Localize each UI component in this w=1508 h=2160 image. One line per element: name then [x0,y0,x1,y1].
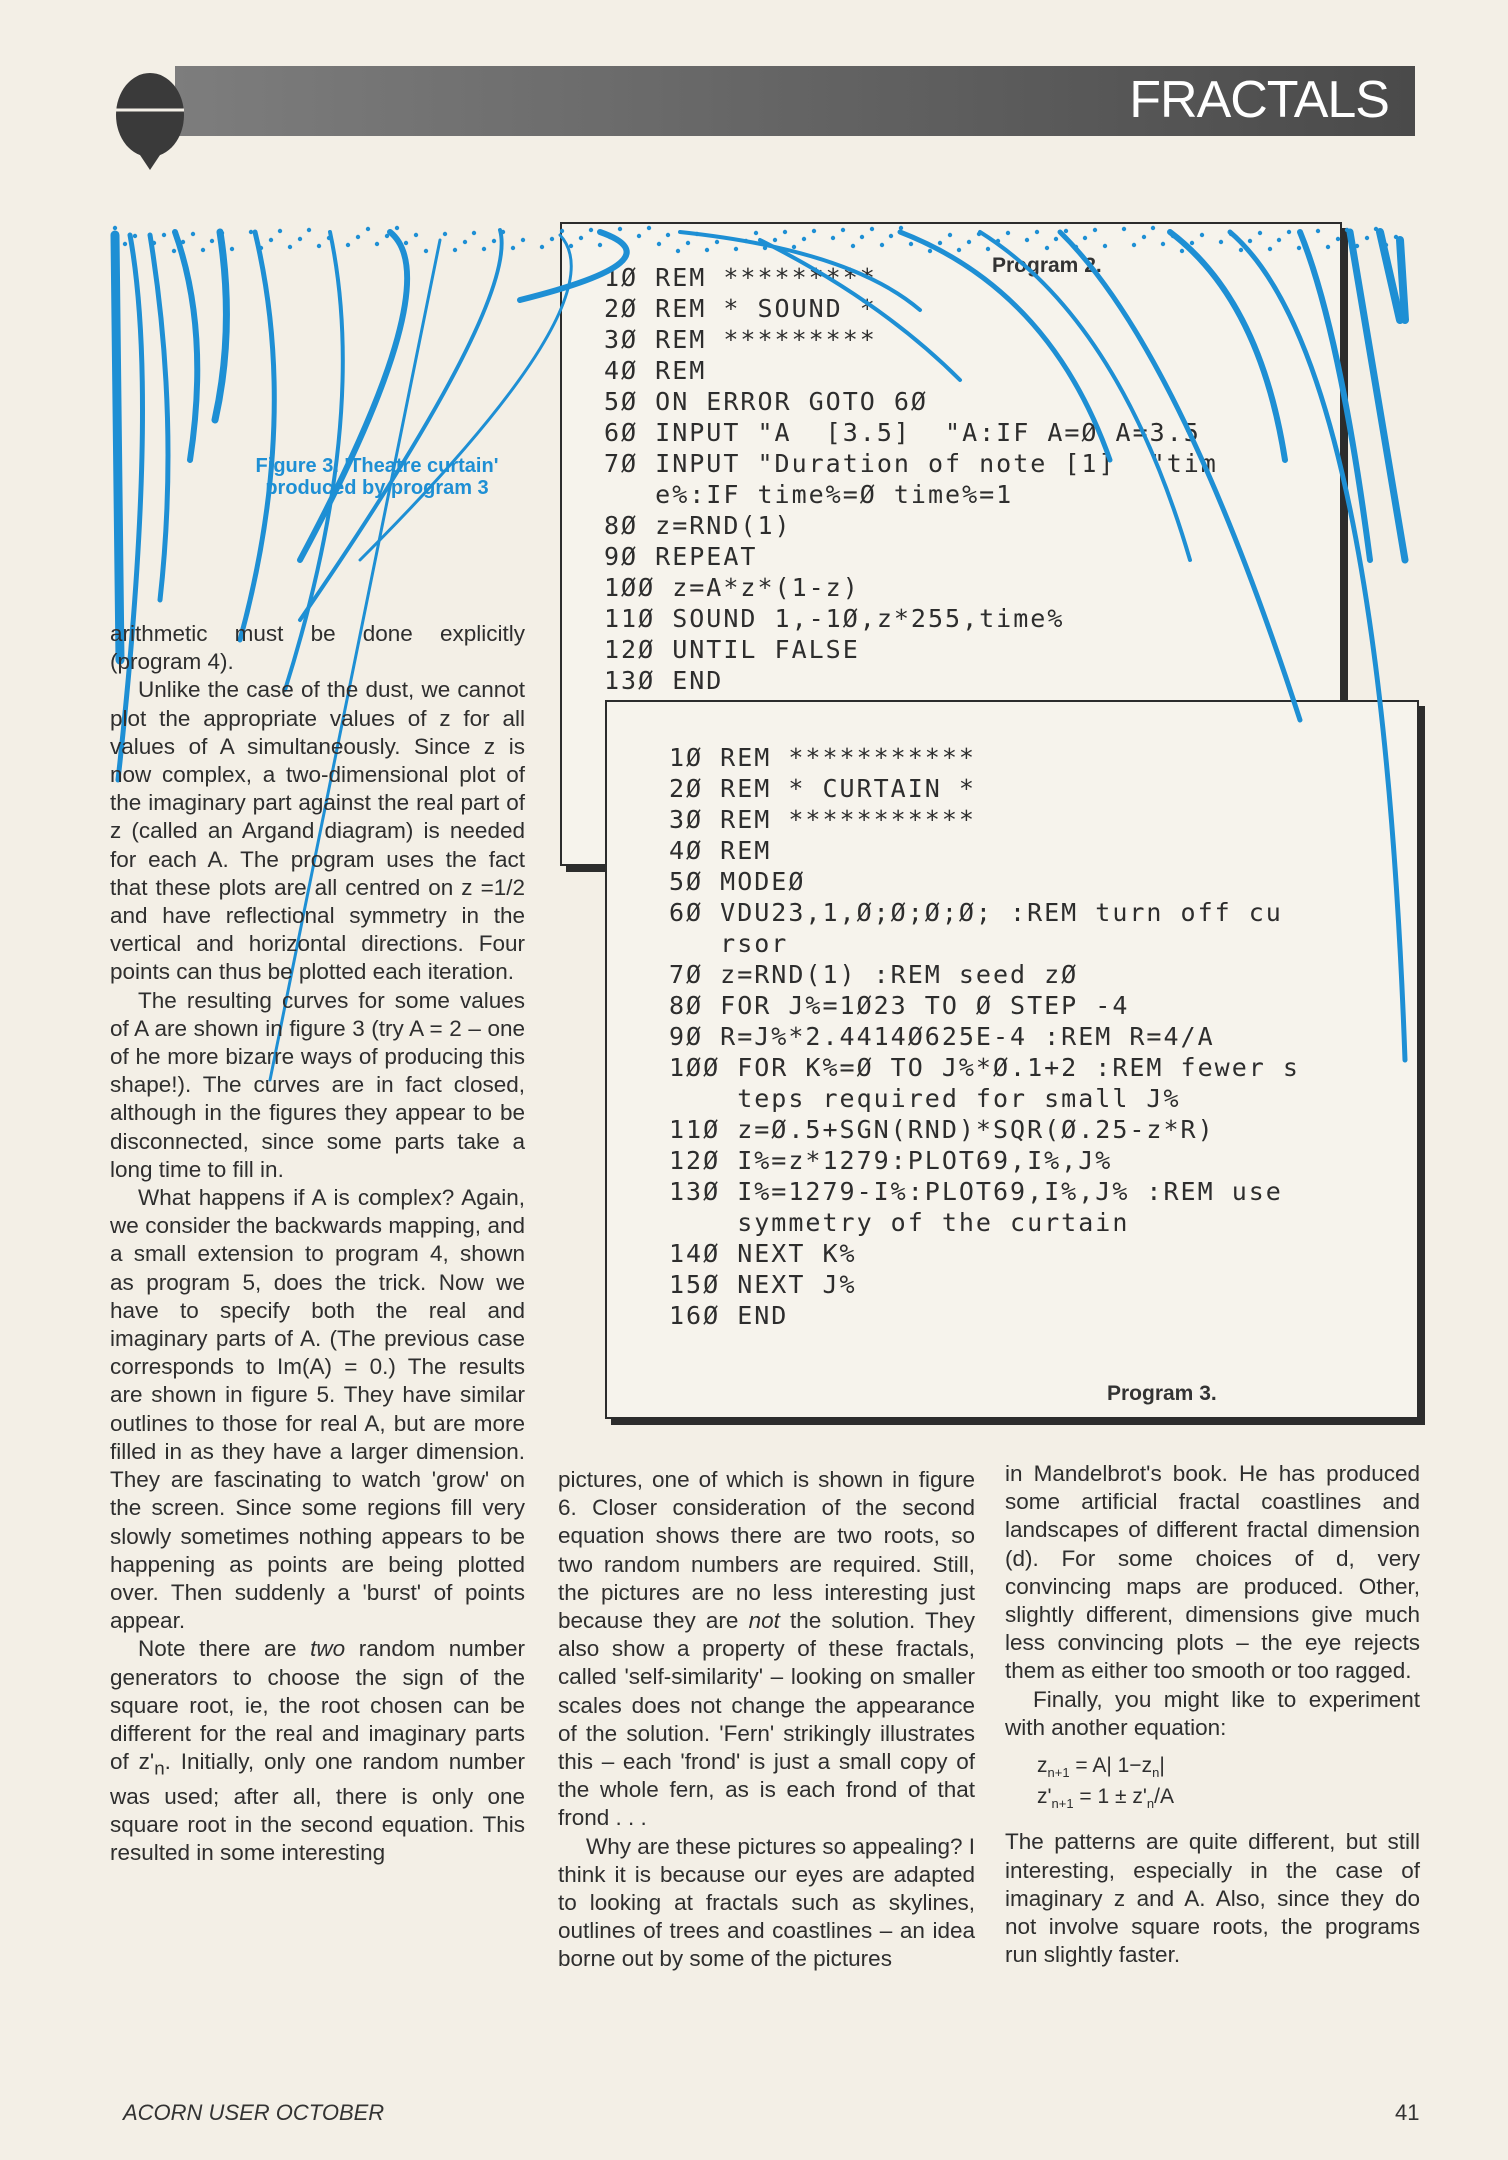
curtain-speck [249,230,253,234]
curtain-stroke [300,232,407,560]
program-2-label: Program 2. [992,254,1102,277]
code-line: 6Ø INPUT "A [3.5] "A:IF A=Ø A=3.5 [604,418,1201,447]
curtain-speck [288,245,292,249]
eq-subscript: n [1146,1796,1155,1812]
code-line: 14Ø NEXT K% [669,1239,857,1268]
section-title: FRACTALS [1129,71,1389,129]
curtain-speck [152,241,156,245]
curtain-stroke [215,232,226,420]
paragraph: in Mandelbrot's book. He has produced some artificial fractal coastlines and landscapes of different fractal dimension (d). For some choices of d, very convincing maps are produced. Other, slightly different, dimensions give much less convincing plots – the eye rejects them as either too smooth or too ragged. [1005,1461,1420,1684]
curtain-speck [1365,236,1369,240]
curtain-speck [375,242,379,246]
emphasis: two [310,1636,346,1662]
curtain-speck [327,236,331,240]
footer-publication: ACORN USER OCTOBER [123,2100,385,2125]
code-line: 8Ø z=RND(1) [604,511,792,540]
code-line: rsor [669,929,789,958]
code-line: 9Ø REPEAT [604,542,758,571]
eq-term: = 1 ± z' [1073,1785,1147,1809]
subscript: n [154,1757,165,1779]
curtain-speck [501,230,505,234]
curtain-speck [385,234,389,238]
curtain-speck [133,234,137,238]
curtain-speck [210,239,214,243]
paragraph [558,1466,975,1833]
code-line: 1ØØ z=A*z*(1-z) [604,573,860,602]
text-run: random number generators to choose the sign of the square root, ie, the root chosen can be different for the real and imaginary parts of z' [110,1636,525,1775]
curtain-speck [172,249,176,253]
curtain-stroke [150,235,168,600]
text-run: the solution. They also show a property of these fractals, called 'self-similarity' – looking on smaller scales does not change the appearance of the solution. 'Fern' strikingly illustrates this – each 'frond' is just a small copy of the whole fern, as is each frond of that frond . . . [558,1608,976,1831]
curtain-speck [269,238,273,242]
column-2 [558,1466,975,1974]
equation-2 [1037,1785,1420,1816]
curtain-speck [220,231,224,235]
paragraph: Finally, you might like to experiment with another equation: [1005,1686,1420,1740]
curtain-speck [113,226,117,230]
curtain-stroke [175,232,197,460]
code-line: 7Ø z=RND(1) :REM seed zØ [669,960,1079,989]
curtain-speck [521,238,525,242]
code-line: 1Ø REM *********** [669,743,976,772]
paragraph: Why are these pictures so appealing? I think it is because our eyes are adapted to looking at fractals such as skylines, outlines of trees and coastlines – an idea borne out by some of the pictures [558,1833,975,1972]
code-line: 4Ø REM [669,836,772,865]
curtain-speck [201,248,205,252]
curtain-speck [1345,228,1349,232]
curtain-speck [492,239,496,243]
emphasis: not [748,1608,780,1634]
curtain-speck [472,231,476,235]
curtain-stroke [1380,232,1400,320]
code-line: 2Ø REM * SOUND * [604,294,877,323]
paragraph: The resulting curves for some values of A are shown in figure 3 (try A = 2 – one of he more bizarre ways of producing this shape!). The curves are in fact closed, although in the figures they appear to be disconnected, since some parts take a long time to fill in. [110,987,525,1182]
curtain-speck [346,243,350,247]
code-line: 13Ø END [604,666,724,695]
curtain-stroke [1400,240,1405,320]
curtain-stroke [115,235,120,660]
program-3-listing [605,700,1419,1419]
code-line: 9Ø R=J%*2.4414Ø625E-4 :REM R=4/A [669,1022,1215,1051]
equation-block [1037,1754,1420,1816]
eq-term: /A [1154,1785,1174,1809]
code-line: 12Ø UNTIL FALSE [604,635,860,664]
program-3-label: Program 3. [1107,1382,1217,1405]
curtain-speck [550,237,554,241]
curtain-speck [1374,227,1378,231]
code-line: symmetry of the curtain [669,1208,1130,1237]
equation-1 [1037,1754,1420,1785]
figure-3-caption [212,455,542,499]
curtain-stroke [360,235,571,560]
paragraph: The patterns are quite different, but still interesting, especially in the case of imaginary z and A. Also, since they do not involve square roots, the programs run slightly faster. [1005,1829,1420,1968]
curtain-speck [356,235,360,239]
curtain-stroke [1350,232,1405,560]
curtain-speck [463,240,467,244]
paragraph: Unlike the case of the dust, we cannot plot the appropriate values of z for all values of A simultaneously. Since z is now complex, a two-dimensional plot of the imaginary part against the real part of z (called an Argand diagram) is needed for each A. The program uses the fact that these plots are all centred on z =1/2 and have reflectional symmetry in the vertical and horizontal directions. Four points can thus be plotted each iteration. [110,677,525,985]
eq-subscript: n+1 [1047,1765,1070,1781]
eq-term: | [1159,1754,1165,1778]
code-line: e%:IF time%=Ø time%=1 [604,480,1014,509]
curtain-speck [511,246,515,250]
curtain-speck [162,233,166,237]
curtain-stroke [240,232,274,640]
eq-subscript: n [1152,1765,1160,1781]
curtain-speck [230,247,234,251]
curtain-speck [366,227,370,231]
code-line: 6Ø VDU23,1,Ø;Ø;Ø;Ø; :REM turn off cu [669,898,1283,927]
curtain-speck [181,240,185,244]
column-3 [1005,1460,1420,1969]
program-3-code [669,742,1300,1331]
curtain-speck [540,245,544,249]
code-line: 12Ø I%=z*1279:PLOT69,I%,J% [669,1146,1113,1175]
text-run: . Initially, only one random number was used; after all, there is only one square root in the second equation. This resulted in some interesting [110,1749,525,1866]
curtain-speck [395,226,399,230]
curtain-speck [443,232,447,236]
code-line: 16Ø END [669,1301,789,1330]
curtain-speck [414,233,418,237]
curtain-speck [317,244,321,248]
header-bar [175,66,1415,136]
curtain-stroke [300,230,502,620]
paragraph: What happens if A is complex? Again, we consider the backwards mapping, and a small extension to program 4, shown as program 5, does the trick. Now we have to specify both the real and imaginary parts of A. (The previous case corresponds to Im(A) = 0.) The results are shown in figure 5. They have similar outlines to those for real A, but are more filled in as they have a larger dimension. They are fascinating to watch 'grow' on the screen. Since some regions fill very slowly sometimes nothing appears to be happening as points are being plotted over. Then suddenly a 'burst' of points appear. [110,1185,525,1634]
code-line: 5Ø MODEØ [669,867,806,896]
code-line: 13Ø I%=1279-I%:PLOT69,I%,J% :REM use [669,1177,1283,1206]
column-1-top [110,620,525,1867]
curtain-speck [307,228,311,232]
code-line: 2Ø REM * CURTAIN * [669,774,976,803]
figure-3-caption-line-2: produced by program 3 [265,477,489,499]
page-number: 41 [1395,2100,1420,2125]
code-line: 5Ø ON ERROR GOTO 6Ø [604,387,928,416]
code-line: 3Ø REM *********** [669,805,976,834]
paragraph: arithmetic must be done explicitly (program 4). [110,621,525,675]
eq-term: z' [1037,1785,1052,1809]
code-line: 4Ø REM [604,356,707,385]
eq-subscript: n+1 [1051,1796,1074,1812]
curtain-speck [123,242,127,246]
code-line: 11Ø SOUND 1,-1Ø,z*255,time% [604,604,1065,633]
text-run: Note there are [138,1636,311,1662]
curtain-speck [404,241,408,245]
code-line: 1Ø REM ********* [604,263,877,292]
code-line: 15Ø NEXT J% [669,1270,857,1299]
curtain-speck [1384,243,1388,247]
code-line: teps required for small J% [669,1084,1181,1113]
eq-term: = A| 1−z [1069,1754,1153,1778]
code-line: 11Ø z=Ø.5+SGN(RND)*SQR(Ø.25-z*R) [669,1115,1215,1144]
curtain-speck [298,237,302,241]
code-line: 1ØØ FOR K%=Ø TO J%*Ø.1+2 :REM fewer s [669,1053,1300,1082]
eq-term: z [1037,1754,1048,1778]
program-2-code [604,262,1218,696]
curtain-speck [259,246,263,250]
code-line: 7Ø INPUT "Duration of note [1] "tim [604,449,1218,478]
figure-3-caption-line-1: Figure 3. 'Theatre curtain' [255,455,499,477]
curtain-speck [1394,235,1398,239]
code-line: 3Ø REM ********* [604,325,877,354]
acorn-logo-icon [110,60,190,170]
curtain-speck [1355,244,1359,248]
paragraph [110,1635,525,1867]
curtain-speck [453,248,457,252]
text-run: pictures, one of which is shown in figure 6. Closer consideration of the second equation shows there are two roots, so two random numbers are required. Still, the pictures are no less interesting just because they are [558,1467,975,1634]
curtain-speck [278,229,282,233]
curtain-speck [191,232,195,236]
code-line: 8Ø FOR J%=1Ø23 TO Ø STEP -4 [669,991,1130,1020]
curtain-speck [482,247,486,251]
curtain-speck [424,249,428,253]
